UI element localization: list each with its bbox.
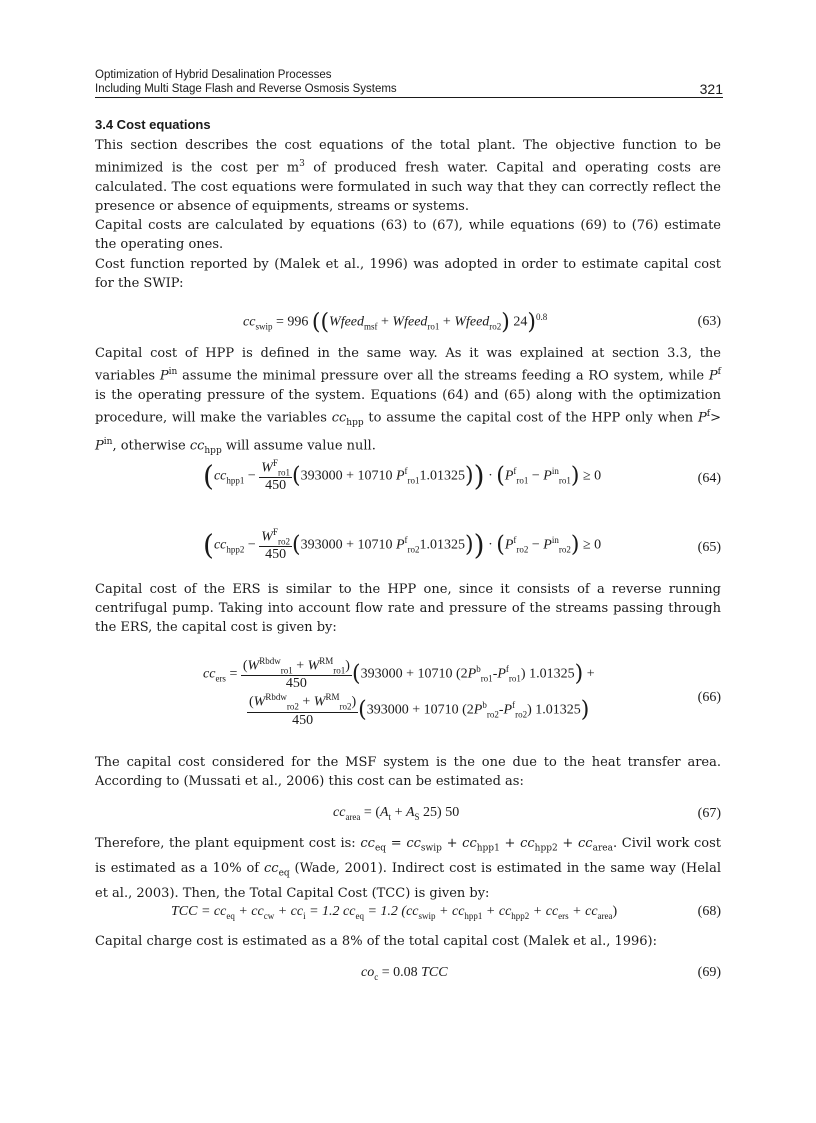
paragraph-msf: The capital cost considered for the MSF system is the one due to the heat transfer area. According to (Mussati et al., 2006) this cost can be estimated as: bbox=[95, 755, 721, 790]
equation-67-number: (67) bbox=[697, 806, 721, 821]
paragraph-swip: Cost function reported by (Malek et al., 1996) was adopted in order to estimate capital cost for the SWIP: bbox=[95, 256, 721, 291]
paragraph-ers: Capital cost of the ERS is similar to the HPP one, since it consists of a reverse running centrifugal pump. Taking into account flow rate and pressure of the streams passing through the ERS, the capital cost is given by: bbox=[95, 582, 721, 636]
section-title: 3.4 Cost equations bbox=[95, 117, 211, 132]
running-header bbox=[95, 68, 723, 96]
header-rule bbox=[95, 97, 723, 98]
paragraph-capital-charge: Capital charge cost is estimated as a 8% of the total capital cost (Malek et al., 1996): bbox=[95, 934, 657, 949]
equation-65: ($cc_{hpp2}$ − $W^F_{ro2}$ 450 (393000 + 10710 $P^f_{ro2}1.01325)) \cdot (P^f_{ro2} - P^{in}_{ro2}) \ge 0$ bbox=[203, 527, 602, 563]
header-title-line1: Optimization of Hybrid Desalination Processes bbox=[95, 69, 332, 81]
paragraph-intro: This section describes the cost equations of the total plant. The objective function to be minimized is the cost per $m^3$ of produced fresh water. Capital and operating costs are calculated. The cost equations were formulated in such way that they can correctly reflect the presence or absence of equipments, streams or systems. Capital costs are calculated by equations (63) to (67), while equations (69) to (76) estimate the operating ones. Cost function reported by (Malek et al., 1996) was adopted in order to estimate capital cost for the SWIP: bbox=[95, 136, 721, 293]
equation-68: TCC = $cc_{eq} + cc_{cw} + cc_i = 1.2$ $cc_{eq} = 1.2$ $(cc_{swip} + cc_{hpp1} + cc_{hpp2} + cc_{ers} + cc_{area})$ bbox=[171, 904, 618, 921]
equation-64-number: (64) bbox=[697, 471, 721, 486]
equation-68-number: (68) bbox=[697, 904, 721, 919]
equation-69: $co_c = 0.08$ TCC bbox=[361, 965, 448, 982]
equation-64: ($cc_{hpp1}$ − $W^F_{ro1}$ 450 (393000 + 10710 $P^f_{ro1}1.01325)) \cdot (P^f_{ro1} - P^{in}_{ro1}) \ge 0$ bbox=[203, 458, 602, 494]
equation-66: $cc_{ers}$ = $(W^{Rbdw}_{ro1} + W^{RM}_{ro1})$ 450 (393000 + 10710 $(2P^b_{ro1}-P^f_{ro1}) 1.01325$) + $(W^{Rbdw}_{ro2} + W^{RM}_{ro2})$ 450 (393000 + 10710 $(2P^b_{ro2}-P^f_{ro2})$ 1.01325) bbox=[203, 656, 595, 728]
header-title-line2: Including Multi Stage Flash and Reverse Osmosis Systems bbox=[95, 83, 397, 95]
equation-63-number: (63) bbox=[697, 314, 721, 329]
equation-65-number: (65) bbox=[697, 540, 721, 555]
paragraph-hpp: Capital cost of HPP is defined in the same way. As it was explained at section 3.3, the variables $P^{in}$ assume the minimal pressure over all the streams feeding a RO system, while $P^f$ is the operating pressure of the system. Equations (64) and (65) along with the optimization procedure, will make the variables $cc_{hpp}$ to assume the capital cost of the HPP only when $P^f> P^{in}$, otherwise $cc_{hpp}$ will assume value null. bbox=[95, 346, 721, 456]
paragraph-capital: Capital costs are calculated by equations (63) to (67), while equations (69) to (76) estimate the operating ones. bbox=[95, 218, 721, 253]
equation-67: $cc_{area} = (A_t + A_S$ 25) 50 bbox=[333, 805, 460, 822]
equation-63: $cc_{swip} = 996$ ((Wfeed$_{msf}$ + Wfeed$_{ro1}$ + Wfeed$_{ro2}$) 24)$^{0.8}$ bbox=[243, 310, 548, 335]
equation-66-number: (66) bbox=[697, 690, 721, 705]
page-number: 321 bbox=[699, 81, 723, 97]
paragraph-tcc: Therefore, the plant equipment cost is: $cc_{eq} = cc_{swip} + cc_{hpp1} + cc_{hpp2} + cc_{area}$. Civil work cost is estimated as a 10% of $cc_{eq}$ (Wade, 2001). Indirect cost is estimated in the same way (Helal et al., 2003). Then, the Total Capital Cost (TCC) is given by: bbox=[95, 836, 722, 901]
equation-69-number: (69) bbox=[697, 965, 721, 980]
